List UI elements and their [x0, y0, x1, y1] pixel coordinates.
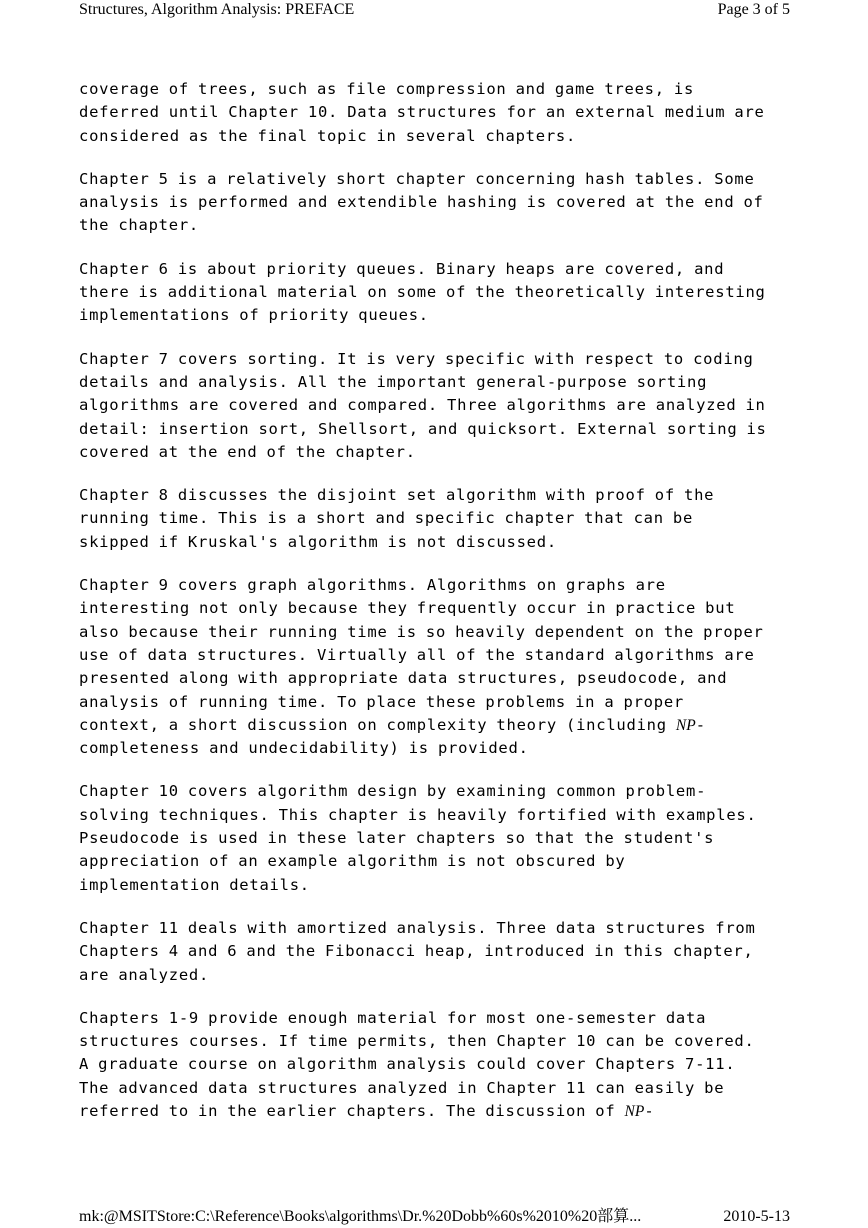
document-body	[79, 78, 799, 1143]
text-line: structures courses. If time permits, then Chapter 10 can be covered.	[79, 1032, 755, 1051]
text-line: details and analysis. All the important general-purpose sorting	[79, 372, 708, 391]
text-line: skipped if Kruskal's algorithm is not discussed.	[79, 532, 557, 551]
text-line: completeness and undecidability) is provided.	[79, 739, 529, 758]
text-line: Chapter 5 is a relatively short chapter concerning hash tables. Some	[79, 169, 755, 188]
text-line: Chapter 9 covers graph algorithms. Algorithms on graphs are	[79, 576, 666, 595]
text-line: analysis of running time. To place these problems in a proper	[79, 692, 684, 711]
text-line: algorithms are covered and compared. Three algorithms are analyzed in	[79, 396, 766, 415]
text-line: implementation details.	[79, 875, 310, 894]
text-line: solving techniques. This chapter is heavily fortified with examples.	[79, 805, 757, 824]
text-line: Chapter 7 covers sorting. It is very specific with respect to coding	[79, 349, 754, 368]
text-line: referred to in the earlier chapters. The discussion of NP-	[79, 1101, 655, 1120]
body-paragraph	[79, 168, 799, 238]
text-line: The advanced data structures analyzed in Chapter 11 can easily be	[79, 1078, 725, 1097]
body-paragraph	[79, 780, 799, 896]
text-line: also because their running time is so heavily dependent on the proper	[79, 622, 764, 641]
text-line: interesting not only because they frequently occur in practice but	[79, 599, 736, 618]
text-line: Chapters 4 and 6 and the Fibonacci heap, introduced in this chapter,	[79, 942, 754, 961]
text-line: Pseudocode is used in these later chapters so that the student's	[79, 829, 715, 848]
text-line: Chapter 6 is about priority queues. Binary heaps are covered, and	[79, 259, 725, 278]
body-paragraph	[79, 1007, 799, 1123]
document-url: mk:@MSITStore:C:\Reference\Books\algorithms\Dr.%20Dobb%60s%2010%20部算...	[79, 1208, 642, 1225]
text-line: are analyzed.	[79, 965, 210, 984]
text-line: coverage of trees, such as file compression and game trees, is	[79, 80, 695, 98]
text-line: A graduate course on algorithm analysis could cover Chapters 7-11.	[79, 1055, 736, 1074]
text-line: presented along with appropriate data structures, pseudocode, and	[79, 669, 728, 688]
page-header-title: Structures, Algorithm Analysis: PREFACE	[79, 1, 355, 18]
body-paragraph	[79, 78, 799, 148]
print-date: 2010-5-13	[723, 1208, 790, 1225]
page-number: Page 3 of 5	[717, 1, 790, 18]
body-paragraph	[79, 348, 799, 464]
text-line: there is additional material on some of the theoretically interesting	[79, 283, 766, 302]
text-line: running time. This is a short and specific chapter that can be	[79, 509, 694, 528]
body-paragraph	[79, 917, 799, 987]
text-line: Chapter 11 deals with amortized analysis. Three data structures from	[79, 918, 756, 937]
text-line: considered as the final topic in several chapters.	[79, 126, 577, 145]
text-line: context, a short discussion on complexity theory (including NP-	[79, 715, 706, 734]
text-line: Chapter 10 covers algorithm design by examining common problem-	[79, 782, 707, 801]
body-paragraph	[79, 258, 799, 328]
text-line: deferred until Chapter 10. Data structures for an external medium are	[79, 103, 765, 122]
text-line: detail: insertion sort, Shellsort, and quicksort. External sorting is	[79, 419, 767, 438]
text-line: appreciation of an example algorithm is not obscured by	[79, 852, 626, 871]
body-paragraph	[79, 484, 799, 554]
text-line: Chapter 8 discusses the disjoint set algorithm with proof of the	[79, 486, 715, 505]
text-line: analysis is performed and extendible hashing is covered at the end of	[79, 193, 764, 212]
text-line: use of data structures. Virtually all of the standard algorithms are	[79, 645, 755, 664]
text-line: Chapters 1-9 provide enough material for most one-semester data	[79, 1008, 707, 1027]
text-line: covered at the end of the chapter.	[79, 442, 416, 461]
text-line: implementations of priority queues.	[79, 306, 429, 325]
text-line: the chapter.	[79, 216, 199, 235]
body-paragraph	[79, 574, 799, 760]
